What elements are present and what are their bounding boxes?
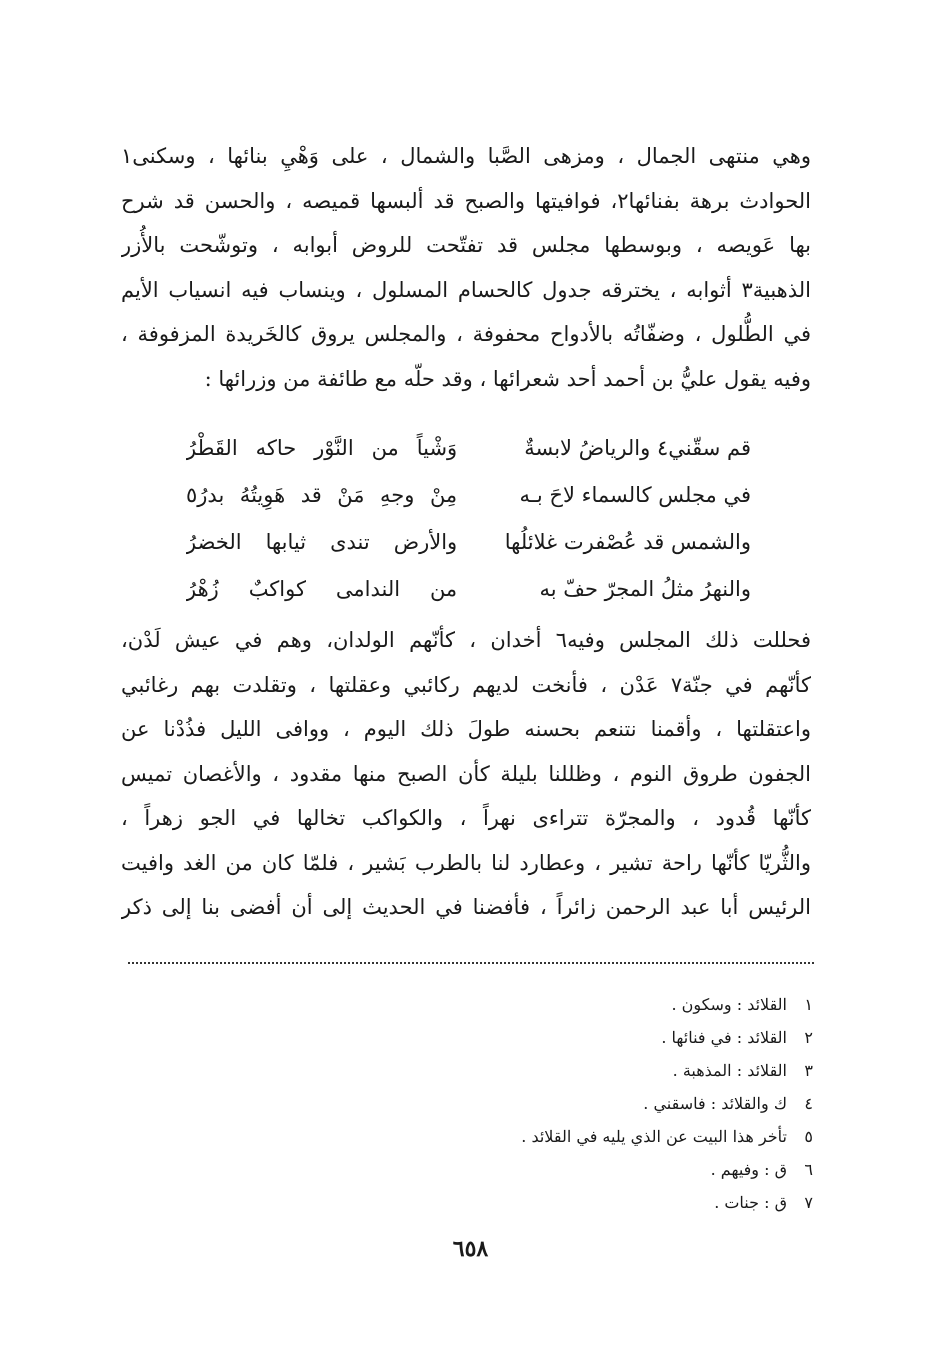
footnote (173, 1120, 813, 1153)
footnote-number: ٢ (804, 1028, 813, 1047)
text-line: وهي منتهى الجمال ، ومزهى الصَّبا والشمال ، على وَهْيِ بنائها ، وسكنى١ (121, 144, 811, 168)
footnote-number: ٧ (804, 1193, 813, 1212)
footnote-text: القلائد : وسكون . (671, 995, 787, 1014)
footnote-number: ٣ (804, 1061, 813, 1080)
text-line: الجفون طروق النوم ، وظللنا بليلة كأن الصبح منها مقدود ، والأغصان تميس (121, 761, 811, 786)
text-line: الرئيس أبا عبد الرحمن زائراً ، فأفضنا في الحديث إلى أن أفضى بنا إلى ذكر (121, 895, 811, 919)
text-line: وفيه يقول عليُّ بن أحمد أحد شعرائها ، وقد حلّه مع طائفة من وزرائها : (204, 366, 811, 391)
footnote (173, 1153, 813, 1186)
text-line: فحللت ذلك المجلس وفيه٦ أخدان ، كأنّهم الولدان، وهم في عيش لَدْن، (121, 628, 811, 652)
paragraph-1 (121, 134, 811, 401)
footnote (173, 1054, 813, 1087)
verse-first-hemistich: والنهرُ مثلُ المجرّ حفّ به (539, 577, 751, 601)
verse-second-hemistich: من الندامى كواكبٌ زُهْرُ (186, 577, 458, 601)
page-number: ٦٥٨ (452, 1236, 489, 1262)
text-line: في الطُّلول ، وضفّاتُه بالأدواح محفوفة ، والمجلس يروق كالخَريدة المزفوفة ، (121, 322, 811, 346)
verse-first-hemistich: والشمس قد عُصْفرت غلائلُها (504, 530, 751, 554)
text-line: كأنّها قُدود ، والمجرّة تتراءى نهراً ، والكواكب تخالها في الجو زهراً ، (121, 806, 811, 830)
poem-verse (186, 566, 751, 613)
footnotes (173, 988, 813, 1219)
footnote-text: القلائد : المذهبة . (672, 1061, 787, 1080)
footnote-text: ق : جنات . (714, 1193, 787, 1212)
poem-verse (186, 472, 751, 519)
poem (186, 425, 751, 613)
footnote-divider (128, 962, 814, 964)
poem-verse (186, 425, 751, 472)
verse-second-hemistich: مِنْ وجهِ مَنْ قد هَوِيتُهُ بدرُ٥ (186, 483, 458, 507)
verse-first-hemistich: قم سقّني٤ والرياضُ لابسةٌ (524, 436, 751, 460)
text-line: الحوادث برهة بفنائها٢، فوافيتها والصبح قد ألبسها قميصه ، والحسن قد شرح (121, 188, 811, 213)
footnote-text: تأخر هذا البيت عن الذي يليه في القلائد . (521, 1127, 787, 1146)
footnote (173, 988, 813, 1021)
text-line: كأنّهم في جنّة٧ عَدْن ، فأنخت لديهم ركائبي وعقلتها ، وتقلدت بهم رغائبي (121, 672, 811, 697)
footnote-number: ٥ (804, 1127, 813, 1146)
footnote-number: ٦ (804, 1160, 813, 1179)
footnote-text: ق : وفيهم . (710, 1160, 787, 1179)
footnote-text: ك والقلائد : فاسقني . (643, 1094, 787, 1113)
text-line: والثُّريّا كأنّها راحة تشير ، وعطارد لنا بالطرب بَشير ، فلمّا كان من الغد وافيت (121, 850, 811, 875)
paragraph-2 (121, 618, 811, 930)
footnote-text: القلائد : في فنائها . (661, 1028, 787, 1047)
verse-second-hemistich: والأرض تندى ثيابها الخضرُ (186, 530, 458, 554)
text-line: واعتقلتها ، وأقمنا نتنعم بحسنه طولَ ذلك اليوم ، ووافى الليل فذُدْنا عن (121, 717, 811, 741)
footnote (173, 1087, 813, 1120)
footnote (173, 1186, 813, 1219)
footnote-number: ٤ (804, 1094, 813, 1113)
verse-first-hemistich: في مجلس كالسماء لاحَ بـه (519, 483, 751, 507)
footnote (173, 1021, 813, 1054)
text-line: الذهبية٣ أثوابه ، يخترقه جدول كالحسام المسلول ، وينساب فيه انسياب الأيم (121, 277, 811, 302)
footnote-number: ١ (804, 995, 813, 1014)
verse-second-hemistich: وَشْياً من النَّوْر حاكه القَطْرُ (186, 436, 458, 460)
text-line: بها عَويصه ، وبوسطها مجلس قد تفتّحت للروض أبوابه ، وتوشّحت بالأُزر (121, 233, 811, 257)
poem-verse (186, 519, 751, 566)
